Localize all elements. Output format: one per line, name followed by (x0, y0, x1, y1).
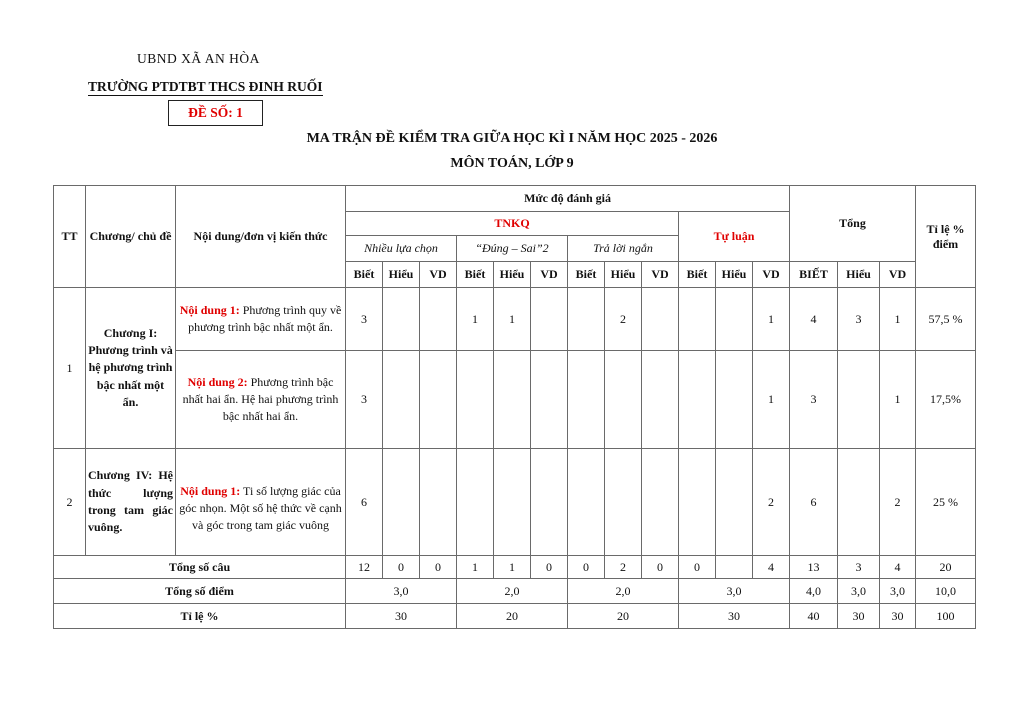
cell: 1 (880, 288, 916, 351)
cell (494, 449, 531, 556)
header-group-shortanswer: Trả lời ngắn (568, 236, 679, 262)
cell (383, 351, 420, 449)
content-cell (176, 288, 346, 351)
cell: 12 (346, 556, 383, 579)
header-lv: Biết (568, 262, 605, 288)
header-content: Nội dung/đơn vị kiến thức (176, 186, 346, 288)
cell: 30 (838, 604, 880, 629)
cell (494, 351, 531, 449)
ratio-cell: 25 % (916, 449, 976, 556)
header-chapter: Chương/ chủ đề (86, 186, 176, 288)
content-label: Nội dung 2: (187, 375, 248, 390)
cell (568, 288, 605, 351)
cell: 30 (679, 604, 790, 629)
cell (605, 449, 642, 556)
cell: 3 (346, 351, 383, 449)
cell (457, 351, 494, 449)
cell: 13 (790, 556, 838, 579)
cell (838, 351, 880, 449)
exam-number-box (168, 100, 263, 126)
cell: 2,0 (457, 579, 568, 604)
cell (420, 449, 457, 556)
header-tnkq: TNKQ (346, 212, 679, 236)
footer-label-total-points: Tổng số điểm (54, 579, 346, 604)
cell: 30 (346, 604, 457, 629)
cell (383, 288, 420, 351)
organization-name: UBND XÃ AN HÒA (137, 51, 260, 66)
cell (383, 449, 420, 556)
cell: 4 (753, 556, 790, 579)
cell (716, 556, 753, 579)
footer-label-total-questions: Tổng số câu (54, 556, 346, 579)
cell (679, 288, 716, 351)
content-cell (176, 449, 346, 556)
row-tt: 1 (54, 288, 86, 449)
cell (531, 351, 568, 449)
cell: 3,0 (679, 579, 790, 604)
header-lv: Hiểu (716, 262, 753, 288)
exam-matrix-table (53, 185, 976, 629)
cell: 1 (457, 288, 494, 351)
cell (531, 449, 568, 556)
cell: 4 (790, 288, 838, 351)
content-label: Nội dung 1: (180, 484, 241, 499)
cell: 1 (753, 351, 790, 449)
chapter-cell: Chương I: Phương trình và hệ phương trình bậc nhất một ẩn. (86, 288, 176, 449)
header-lv: Hiểu (605, 262, 642, 288)
header-lv: Hiểu (383, 262, 420, 288)
header-lv: Hiểu (494, 262, 531, 288)
cell: 1 (880, 351, 916, 449)
cell: 4 (880, 556, 916, 579)
cell: 0 (679, 556, 716, 579)
cell: 3,0 (838, 579, 880, 604)
cell: 40 (790, 604, 838, 629)
cell (716, 449, 753, 556)
cell (568, 351, 605, 449)
header-lv: Biết (679, 262, 716, 288)
content-cell (176, 351, 346, 449)
header-lv: Biết (457, 262, 494, 288)
cell: 2 (605, 288, 642, 351)
header-group-truefalse: “Đúng – Sai”2 (457, 236, 568, 262)
cell: 0 (383, 556, 420, 579)
cell (642, 449, 679, 556)
cell (642, 351, 679, 449)
header-tt: TT (54, 186, 86, 288)
content-text: Ti số lượng giác của góc nhọn. Một số hệ thức về cạnh và góc trong tam giác vuông (179, 484, 342, 532)
cell: 30 (880, 604, 916, 629)
header-lv: VD (642, 262, 679, 288)
document-title: MA TRẬN ĐỀ KIỂM TRA GIỮA HỌC KÌ I NĂM HỌC 2025 - 2026 (306, 131, 718, 146)
cell: 2 (753, 449, 790, 556)
cell: 20 (457, 604, 568, 629)
cell (568, 449, 605, 556)
cell: 0 (531, 556, 568, 579)
cell: 1 (457, 556, 494, 579)
cell: 0 (642, 556, 679, 579)
cell (679, 449, 716, 556)
cell: 3 (838, 556, 880, 579)
cell (716, 288, 753, 351)
header-total-lv: VD (880, 262, 916, 288)
cell: 1 (494, 288, 531, 351)
cell (457, 449, 494, 556)
cell: 0 (568, 556, 605, 579)
cell: 1 (494, 556, 531, 579)
cell: 4,0 (790, 579, 838, 604)
row-tt: 2 (54, 449, 86, 556)
cell: 100 (916, 604, 976, 629)
header-group-multichoice: Nhiều lựa chọn (346, 236, 457, 262)
cell: 20 (568, 604, 679, 629)
exam-number-label: ĐỀ SỐ: 1 (188, 105, 243, 120)
cell: 6 (346, 449, 383, 556)
header-lv: VD (420, 262, 457, 288)
cell: 2 (605, 556, 642, 579)
cell: 1 (753, 288, 790, 351)
cell: 3,0 (346, 579, 457, 604)
cell: 3 (790, 351, 838, 449)
cell: 3,0 (880, 579, 916, 604)
header-tu-luan: Tự luận (679, 212, 790, 262)
header-level: Mức độ đánh giá (346, 186, 790, 212)
cell (420, 351, 457, 449)
header-lv: VD (531, 262, 568, 288)
cell (838, 449, 880, 556)
chapter-cell: Chương IV: Hệ thức lượng trong tam giác vuông. (86, 449, 176, 556)
header-lv: VD (753, 262, 790, 288)
cell: 10,0 (916, 579, 976, 604)
header-total: Tổng (790, 186, 916, 262)
cell (420, 288, 457, 351)
cell (531, 288, 568, 351)
ratio-cell: 17,5% (916, 351, 976, 449)
header-lv: Biết (346, 262, 383, 288)
cell: 20 (916, 556, 976, 579)
cell (679, 351, 716, 449)
content-label: Nội dung 1: (179, 303, 240, 318)
cell: 6 (790, 449, 838, 556)
cell (716, 351, 753, 449)
content-text: Phương trình quy về phương trình bậc nhất một ẩn. (188, 303, 342, 334)
cell: 2 (880, 449, 916, 556)
cell: 0 (420, 556, 457, 579)
cell: 3 (838, 288, 880, 351)
footer-label-ratio: Tỉ lệ % (54, 604, 346, 629)
cell (642, 288, 679, 351)
school-name: TRƯỜNG PTDTBT THCS ĐINH RUỐI (88, 79, 323, 94)
header-total-lv: Hiểu (838, 262, 880, 288)
cell: 2,0 (568, 579, 679, 604)
cell (605, 351, 642, 449)
header-total-lv: BIẾT (790, 262, 838, 288)
document-subtitle: MÔN TOÁN, LỚP 9 (450, 156, 574, 171)
header-ratio: Tỉ lệ % điểm (916, 186, 976, 288)
content-text: Phương trình bậc nhất hai ẩn. Hệ hai phương trình bậc nhất hai ẩn. (182, 375, 339, 423)
ratio-cell: 57,5 % (916, 288, 976, 351)
cell: 3 (346, 288, 383, 351)
